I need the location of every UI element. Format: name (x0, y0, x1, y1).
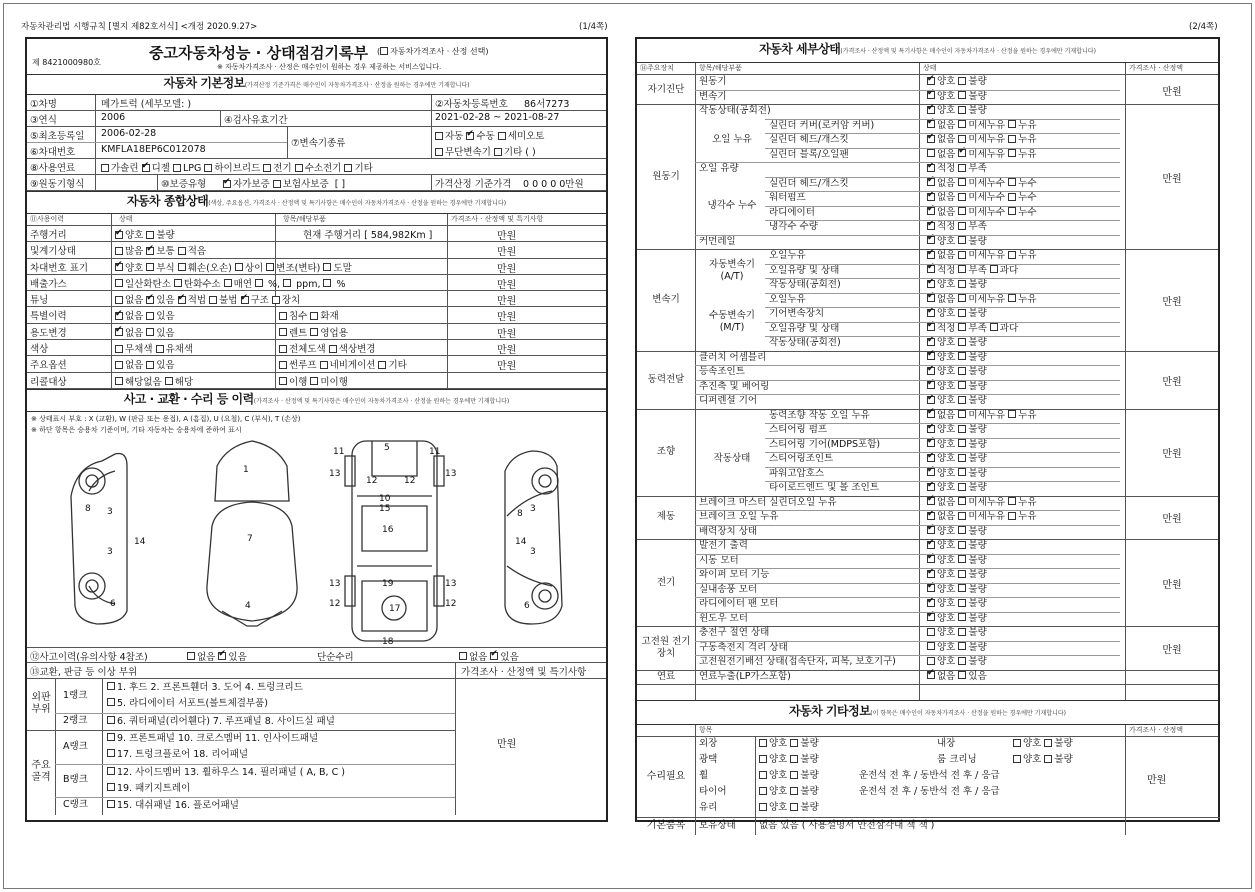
vehicle-diagram (27, 436, 606, 647)
detail-status: ✔ 양호 불량 (927, 554, 987, 568)
detail-group-label: 원동기 (652, 170, 680, 182)
option-checkbox[interactable] (115, 279, 123, 287)
detail-status: ✔ 양호 불량 (927, 525, 987, 539)
detail-item: 기어변속장치 (769, 308, 825, 319)
detail-status: ✔ 적정 부족 과다 (927, 322, 1018, 336)
detail-status: ✔ 없음 미세누수 누수 (927, 177, 1037, 191)
detail-item: 오일누유 (769, 293, 806, 305)
svg-text:3: 3 (530, 503, 536, 514)
svg-text:13: 13 (445, 578, 457, 589)
detail-item: 연료누출(LP가스포함) (699, 670, 791, 682)
svg-text:1: 1 (243, 464, 249, 475)
detail-status: ✔ 양호 불량 (927, 336, 987, 350)
row-exchange-header: ⑬교환, 판금 등 이상 부위 가격조사 · 산정액 및 특기사항 (27, 663, 606, 679)
detail-status: ✔ 없음 미세누유 누유 (927, 510, 1037, 524)
option-checkbox[interactable] (115, 231, 123, 239)
detail-status: ✔ 양호 불량 (927, 90, 987, 104)
detail-group-price: 만원 (1162, 514, 1182, 526)
detail-status: ✔ 양호 불량 (927, 365, 987, 379)
other-title: 자동차 기타정보(이 항목은 매수인이 자동차가격조사 · 산정을 원하는 경우에만 기재합니다) (637, 701, 1218, 725)
option-checkbox[interactable] (146, 263, 154, 271)
detail-group-label: 연료 (656, 670, 676, 682)
option-checkbox[interactable] (272, 296, 280, 304)
option-checkbox[interactable] (115, 312, 123, 320)
option-checkbox[interactable] (115, 328, 123, 336)
detail-group-price: 만원 (1162, 86, 1182, 98)
detail-item: 오일유량 및 상태 (769, 264, 840, 276)
detail-status: ✔ 양호 불량 (927, 394, 987, 408)
wheel-positions: 운전석 전 후 / 동반석 전 후 / 응급 (859, 770, 1000, 781)
detail-status: ✔ 양호 불량 (927, 75, 987, 89)
option-checkbox[interactable] (174, 279, 182, 287)
detail-group-price: 만원 (1162, 173, 1182, 185)
option-checkbox[interactable] (241, 296, 249, 304)
svg-text:8: 8 (517, 508, 523, 519)
detail-status: ✔ 없음 미세누유 누유 (927, 496, 1037, 510)
detail-status: ✔ 양호 불량 (927, 481, 987, 495)
svg-text:10: 10 (379, 493, 391, 504)
detail-status: 없음 ✔ 미세누유 누유 (927, 148, 1037, 162)
form-note: ※ 자동차가격조사 · 산정은 매수인이 원하는 경우 제공하는 서비스입니다. (217, 63, 442, 71)
detail-status: ✔ 양호 불량 (927, 278, 987, 292)
detail-title: 자동차 세부상태(가격조사 · 산정액 및 특기사항은 매수인이 자동차가격조사 · 산정을 원하는 경우에만 기재합니다) (637, 39, 1218, 63)
detail-status: ✔ 없음 있음 (927, 670, 987, 684)
summary-row: 차대번호 표기 ✔ 양호 부식 훼손(오손) 상이 변조(변타) 도말 만원 (27, 259, 606, 275)
form-title: 중고자동차성능 · 상태점검기록부 (149, 44, 369, 62)
detail-status: ✔ 양호 불량 (927, 568, 987, 582)
detail-status: ✔ 양호 불량 (927, 612, 987, 626)
detail-item: 실린더 커버(로커암 커버) (769, 119, 875, 131)
detail-status: ✔ 없음 미세누유 누유 (927, 293, 1037, 307)
other-header: 항목 가격조사 · 산정액 (637, 725, 1218, 737)
detail-group-label: 전기 (656, 576, 676, 588)
row-accident-history: ⑫사고이력(유의사항 4참조) 없음 ✔ 있음 단순수리 없음 ✔ 있음 (27, 647, 606, 663)
svg-text:18: 18 (382, 636, 394, 647)
svg-text:13: 13 (329, 578, 341, 589)
detail-status: 양호 불량 (927, 655, 987, 669)
detail-item: 라디에이터 팬 모터 (699, 598, 779, 609)
detail-status: ✔ 양호 불량 (927, 307, 987, 321)
detail-status: ✔ 양호 불량 (927, 380, 987, 394)
base-price: 0 0 0 0 0만원 (523, 179, 584, 190)
option-checkbox[interactable] (146, 247, 154, 255)
chassis-number: KMFLA18EP6C012078 (101, 144, 206, 155)
detail-item: 클러치 어셈블리 (699, 351, 767, 363)
detail-status: ✔ 적정 부족 (927, 162, 987, 176)
detail-group-label: 변속기 (652, 293, 680, 305)
svg-text:16: 16 (382, 524, 394, 535)
detail-item: 작동상태(공회전) (769, 337, 841, 348)
detail-status: ✔ 양호 불량 (927, 235, 987, 249)
detail-item: 시동 모터 (699, 554, 739, 566)
detail-item: 스티어링조인트 (769, 453, 834, 464)
detail-item: 스티어링 펌프 (769, 424, 828, 435)
detail-status: ✔ 없음 미세누수 누수 (927, 191, 1037, 205)
svg-text:6: 6 (110, 598, 116, 609)
detail-item: 워터펌프 (769, 192, 806, 203)
detail-item: 발전기 출력 (699, 540, 748, 551)
page-header (21, 20, 1221, 34)
detail-group-label: 조향 (656, 446, 676, 457)
option-checkbox[interactable] (255, 279, 263, 287)
detail-item: 와이퍼 모터 기능 (699, 569, 770, 580)
option-checkbox[interactable] (115, 296, 123, 304)
option-checkbox[interactable] (266, 263, 274, 271)
price-check-option[interactable] (380, 47, 388, 55)
svg-text:13: 13 (329, 468, 341, 479)
detail-status: ✔ 양호 불량 (927, 104, 987, 118)
detail-item: 변속기 (699, 90, 727, 102)
summary-row: 주요옵션 없음 있음 썬루프 네비게이션 기타 만원 (27, 356, 606, 372)
detail-item: 배력장치 상태 (699, 525, 758, 537)
car-outline-diagram (27, 436, 606, 647)
detail-item: 냉각수 수량 (769, 221, 818, 232)
detail-item: 스티어링 기어(MDPS포함) (769, 438, 881, 450)
svg-text:12: 12 (404, 475, 416, 486)
svg-text:7: 7 (247, 533, 253, 544)
svg-text:3: 3 (107, 546, 113, 557)
row-car-name: ①차명 메가트럭 (세부모델: ) ②자동차등록번호 86서7273 (27, 95, 606, 111)
detail-item: 라디에이터 (769, 206, 815, 218)
detail-status: ✔ 양호 불량 (927, 597, 987, 611)
summary-row: 및계기상태 많음 ✔보통 적음 만원 (27, 242, 606, 258)
row-engine-type: ⑨원동기형식 ⑩보증유형 ✔ 자가보증 보험사보증 [ ] 가격산정 기준가격 0 0 0 0 0만원 (27, 175, 606, 191)
detail-status: ✔ 없음 미세누유 누유 (927, 133, 1037, 147)
detail-item: 실내송풍 모터 (699, 583, 758, 595)
detail-item: 오일 유량 (699, 163, 739, 174)
detail-item: 구동축전지 격리 상태 (699, 641, 788, 653)
svg-text:12: 12 (366, 475, 378, 486)
detail-status: ✔ 없음 미세누유 누유 (927, 409, 1037, 423)
detail-item: 추진축 및 베어링 (699, 380, 770, 392)
option-checkbox[interactable] (146, 296, 154, 304)
detail-item: 윈도우 모터 (699, 612, 748, 624)
document-number: 제 8421000980호 (32, 58, 101, 67)
detail-item: 커먼레일 (699, 235, 736, 247)
detail-item: 동력조향 작동 오일 누유 (769, 409, 870, 421)
option-checkbox[interactable] (224, 279, 232, 287)
detail-group-label: 자기진단 (647, 83, 685, 95)
svg-text:17: 17 (389, 603, 401, 614)
other-table: 수리필요 기본품목 외장 광택 휠 타이어 유리 양호 불량 양호 불량 양호 불량 양호 불량 양호 불량 운전석 전 후 / 동반석 전 후 / 응급 운전석 전 후 / 동반석 전 후 / 응급 내장 룸 크리닝 양호 불량 양호 불량 만원 보유상태 없음 있음 ( 사용설명서 안전삼각대 잭 잭 ) (637, 737, 1218, 835)
detail-item: 등속조인트 (699, 366, 745, 377)
row-fuel: ⑧사용연료 가솔린 ✔ 디젤 LPG 하이브리드 전기 수소전기 기타 (27, 159, 606, 175)
svg-text:14: 14 (515, 536, 527, 547)
price-check-label: 자동차가격조사 · 산정 선택 (390, 47, 486, 56)
summary-header: ⑪사용이력 상태 항목/해당부품 가격조사 · 산정액 및 특기사항 (27, 214, 606, 226)
detail-item: 작동상태(공회전) (699, 105, 771, 116)
model-year: 2006 (101, 112, 126, 123)
summary-row: 주행거리 ✔ 양호 불량 현재 주행거리 [ 584,982Km ] 만원 (27, 226, 606, 242)
detail-item: 실린더 블록/오일팬 (769, 148, 849, 160)
detail-item: 타이로드엔드 및 볼 조인트 (769, 482, 880, 493)
option-checkbox[interactable] (115, 345, 123, 353)
svg-text:14: 14 (134, 536, 146, 547)
form-page-2 (635, 37, 1220, 831)
summary-row: 색상 무채색 유채색 전체도색 색상변경 만원 (27, 340, 606, 356)
option-checkbox[interactable] (146, 361, 154, 369)
car-name-value: 메가트럭 (세부모델: ) (101, 99, 192, 110)
summary-row: 튜닝 없음 ✔있음 ✔적법 불법 ✔구조 장치 만원 (27, 291, 606, 307)
option-checkbox[interactable] (146, 312, 154, 320)
detail-status: ✔ 없음 미세누수 누수 (927, 206, 1037, 220)
inspection-validity: 2021-02-28 ~ 2021-08-27 (435, 112, 560, 123)
svg-text:5: 5 (384, 442, 390, 453)
detail-status: ✔ 양호 불량 (927, 351, 987, 365)
summary-title: 자동차 종합상태(색상, 주요옵션, 가격조사 · 산정액 및 특기사항은 매수인이 자동차가격조사 · 산정을 원하는 경우에만 기재합니다) (27, 191, 606, 214)
svg-text:12: 12 (329, 598, 341, 609)
svg-text:8: 8 (85, 503, 91, 514)
option-checkbox[interactable] (146, 231, 154, 239)
svg-text:13: 13 (445, 468, 457, 479)
row-first-registration: ⑤최초등록일 2006-02-28 ⑥차대번호 KMFLA18EP6C012078 ⑦변속기종류 자동 ✔ 수동 세미오토 무단변속기 기타 ( ) (27, 127, 606, 159)
detail-item: 파워고압호스 (769, 467, 825, 479)
svg-text:19: 19 (382, 578, 394, 589)
summary-row: 리콜대상 해당없음 해당 이행 미이행 (27, 373, 606, 389)
detail-status: ✔ 없음 미세누유 누유 (927, 119, 1037, 133)
option-checkbox[interactable] (283, 279, 291, 287)
tire-positions: 운전석 전 후 / 동반석 전 후 / 응급 (859, 786, 1000, 797)
first-registration-date: 2006-02-28 (101, 128, 157, 139)
detail-group-price: 만원 (1162, 449, 1182, 460)
detail-status: 양호 불량 (927, 641, 987, 655)
other-price: 만원 (1147, 775, 1167, 786)
registration-number: 86서7273 (524, 99, 570, 110)
option-checkbox[interactable] (323, 279, 331, 287)
detail-group-label: 제동 (656, 511, 676, 523)
option-checkbox[interactable] (235, 263, 243, 271)
summary-row: 용도변경 ✔ 없음 있음 렌트 영업용 만원 (27, 324, 606, 340)
option-checkbox[interactable] (146, 328, 154, 336)
svg-text:12: 12 (445, 598, 457, 609)
detail-status: ✔ 양호 불량 (927, 467, 987, 481)
detail-status: ✔ 양호 불량 (927, 452, 987, 466)
detail-status: 양호 불량 (927, 626, 987, 640)
detail-item: 오일유량 및 상태 (769, 322, 840, 334)
detail-group-price: 만원 (1162, 296, 1182, 308)
exchange-table: 외판 부위 주요 골격 1랭크 2랭크 A랭크 B랭크 C랭크 1. 후드 2. 프론트휀더 3. 도어 4. 트렁크리드 5. 라디에이터 서포트(볼트체결부품) 6. 쿼터패널(리어휀다) 7. 루프패널 8. 사이드실 패널 9. 프론트패널 10. 크로스멤버 11. 인사이드패널 17. 트렁크플로어 18. 리어패널 12. 사이드멤버 13. 휠하우스 14. 필러패널 ( A, B, C ) 19. 패키지트레이 15. 대쉬패널 16. 플로어패널 만원 (27, 679, 606, 815)
detail-item: 디퍼렌셜 기어 (699, 395, 758, 406)
detail-group-label: 고전원 전기장치 (641, 635, 691, 659)
svg-text:15: 15 (379, 503, 391, 514)
detail-status: ✔ 양호 불량 (927, 438, 987, 452)
svg-text:6: 6 (524, 600, 530, 611)
svg-text:11: 11 (429, 446, 441, 457)
detail-item: 충전구 절연 상태 (699, 627, 770, 638)
basic-info-title: 자동차 기본정보(가격산정 기준가격은 매수인이 자동차가격조사 · 산정을 원하는 경우에만 기재합니다) (27, 75, 606, 95)
detail-group-price: 만원 (1162, 579, 1182, 591)
law-reference: 자동차관리법 시행규칙 [별지 제82호서식] <개정 2020.9.27> (21, 22, 258, 32)
detail-status: ✔ 적정 부족 과다 (927, 264, 1018, 278)
option-checkbox[interactable] (323, 263, 331, 271)
detail-item: 브레이크 오일 누유 (699, 511, 779, 522)
summary-table (27, 226, 606, 389)
row-model-year: ③연식 2006 ④검사유효기간 2021-02-28 ~ 2021-08-27 (27, 111, 606, 127)
option-checkbox[interactable] (115, 263, 123, 271)
page-number-1: (1/4쪽) (579, 22, 608, 32)
detail-item: 오일누유 (769, 250, 806, 261)
accident-title: 사고 · 교환 · 수리 등 이력(가격조사 · 산정액 및 특기사항은 매수인이 자동차가격조사 · 산정을 원하는 경우에만 기재합니다) (27, 389, 606, 412)
option-checkbox[interactable] (209, 296, 217, 304)
summary-row: 배출가스 일산화탄소 탄화수소 매연 %, ppm, % 만원 (27, 275, 606, 291)
option-checkbox[interactable] (165, 377, 173, 385)
detail-item: 고전원전기배선 상태(접속단자, 피복, 보호기구) (699, 656, 896, 667)
option-checkbox[interactable] (115, 247, 123, 255)
option-checkbox[interactable] (115, 377, 123, 385)
detail-status: ✔ 적정 부족 (927, 220, 987, 234)
status-code-legend: ※ 상태표시 부호 : X (교환), W (판금 또는 용접), A (흠집), U (요철), C (부식), T (손상) (31, 414, 301, 423)
detail-group-price: 만원 (1162, 644, 1182, 656)
detail-group-label: 동력전달 (647, 373, 685, 385)
svg-text:4: 4 (245, 600, 251, 611)
svg-text:3: 3 (107, 506, 113, 517)
summary-row: 특별이력 ✔ 없음 있음 침수 화재 만원 (27, 307, 606, 323)
svg-text:11: 11 (333, 446, 345, 457)
exchange-price: 만원 (497, 738, 517, 750)
detail-status: ✔ 양호 불량 (927, 423, 987, 437)
option-checkbox[interactable] (178, 263, 186, 271)
detail-status: ✔ 없음 미세누유 누유 (927, 249, 1037, 263)
detail-item: 작동상태(공회전) (769, 279, 841, 290)
detail-group-price: 만원 (1162, 376, 1182, 388)
detail-status: ✔ 양호 불량 (927, 539, 987, 553)
form-title-block: 중고자동차성능 · 상태점검기록부 ( 자동차가격조사 · 산정 선택) 제 8421000980호 ※ 자동차가격조사 · 산정은 매수인이 원하는 경우 제공하는 서비스입니다. (27, 39, 606, 75)
detail-status: ✔ 양호 불량 (927, 583, 987, 597)
basic-items-status: 없음 있음 ( 사용설명서 안전삼각대 잭 잭 ) (759, 820, 935, 831)
option-checkbox[interactable] (178, 247, 186, 255)
form-page-1 (25, 37, 608, 822)
option-checkbox[interactable] (156, 345, 164, 353)
detail-item: 실린더 헤드/개스킷 (769, 134, 849, 145)
detail-item: 실린더 헤드/개스킷 (769, 177, 849, 189)
detail-table: 자기진단 만원 원동기 ✔ 양호 불량 변속기 ✔ 양호 불량 원동기 만원 오일 누유 냉각수 누수 작동상태(공회전) ✔ 양호 불량 실린더 커버(로커암 커버) ✔ 없음 미세누유 누유 실린더 헤드/개스킷 ✔ 없음 미세누유 누유 실린더 블록/오일팬 없음 ✔ 미세누유 누유 오일 유량 ✔ 적정 부족 실린더 헤드/개스킷 ✔ 없음 미세누수 누수 워터펌프 ✔ 없음 미세누수 누수 라디에이터 ✔ 없음 미세누수 누수 냉각수 수량 ✔ 적정 부족 커먼레일 ✔ 양호 불량 변속기 만원 자동변속기 (A/T) 수동변속기 (M/T) 오일누유 ✔ 없음 미세누유 누유 오일유량 및 상태 ✔ 적정 부족 과다 작동상태(공회전) ✔ 양호 불량 오일누유 ✔ 없음 미세누유 누유 기어변속장치 ✔ 양호 불량 오일유량 및 상태 ✔ 적정 부족 과다 작동상태(공회전) ✔ 양호 불량 동력전달 만원 클러치 어셈블리 ✔ 양호 불량 등속조인트 ✔ 양호 불량 추진축 및 베어링 ✔ 양호 불량 디퍼렌셜 기어 ✔ 양호 불량 조향 만원 작동상태 동력조향 작동 오일 누유 ✔ 없음 미세누유 누유 스티어링 펌프 ✔ 양호 불량 스티어링 기어(MDPS포함) ✔ 양호 불량 스티어링조인트 ✔ 양호 불량 파워고압호스 ✔ 양호 불량 타이로드엔드 및 볼 조인트 ✔ 양호 불량 제동 만원 브레이크 마스터 실린더오일 누유 ✔ 없음 미세누유 누유 브레이크 오일 누유 ✔ 없음 미세누유 누유 배력장치 상태 ✔ 양호 불량 전기 만원 발전기 출력 ✔ 양호 불량 시동 모터 ✔ 양호 불량 와이퍼 모터 기능 ✔ 양호 불량 실내송풍 모터 ✔ 양호 불량 라디에이터 팬 모터 ✔ 양호 불량 윈도우 모터 ✔ 양호 불량 고전원 전기장치 만원 충전구 절연 상태 양호 불량 구동축전지 격리 상태 양호 불량 고전원전기배선 상태(접속단자, 피복, 보호기구) 양호 불량 연료 연료누출(LP가스포함) ✔ 없음 있음 (637, 75, 1218, 701)
diagram-note: ※ 하단 항목은 승용차 기준이며, 기타 자동차는 승용차에 준하여 표시 (31, 425, 242, 434)
detail-header: ⑭주요장치 항목/해당부품 상태 가격조사 · 산정액 (637, 63, 1218, 75)
detail-item: 브레이크 마스터 실린더오일 누유 (699, 496, 837, 508)
option-checkbox[interactable] (115, 361, 123, 369)
detail-item: 원동기 (699, 76, 727, 87)
svg-text:3: 3 (530, 546, 536, 557)
page-number-2: (2/4쪽) (1189, 22, 1218, 32)
option-checkbox[interactable] (178, 296, 186, 304)
